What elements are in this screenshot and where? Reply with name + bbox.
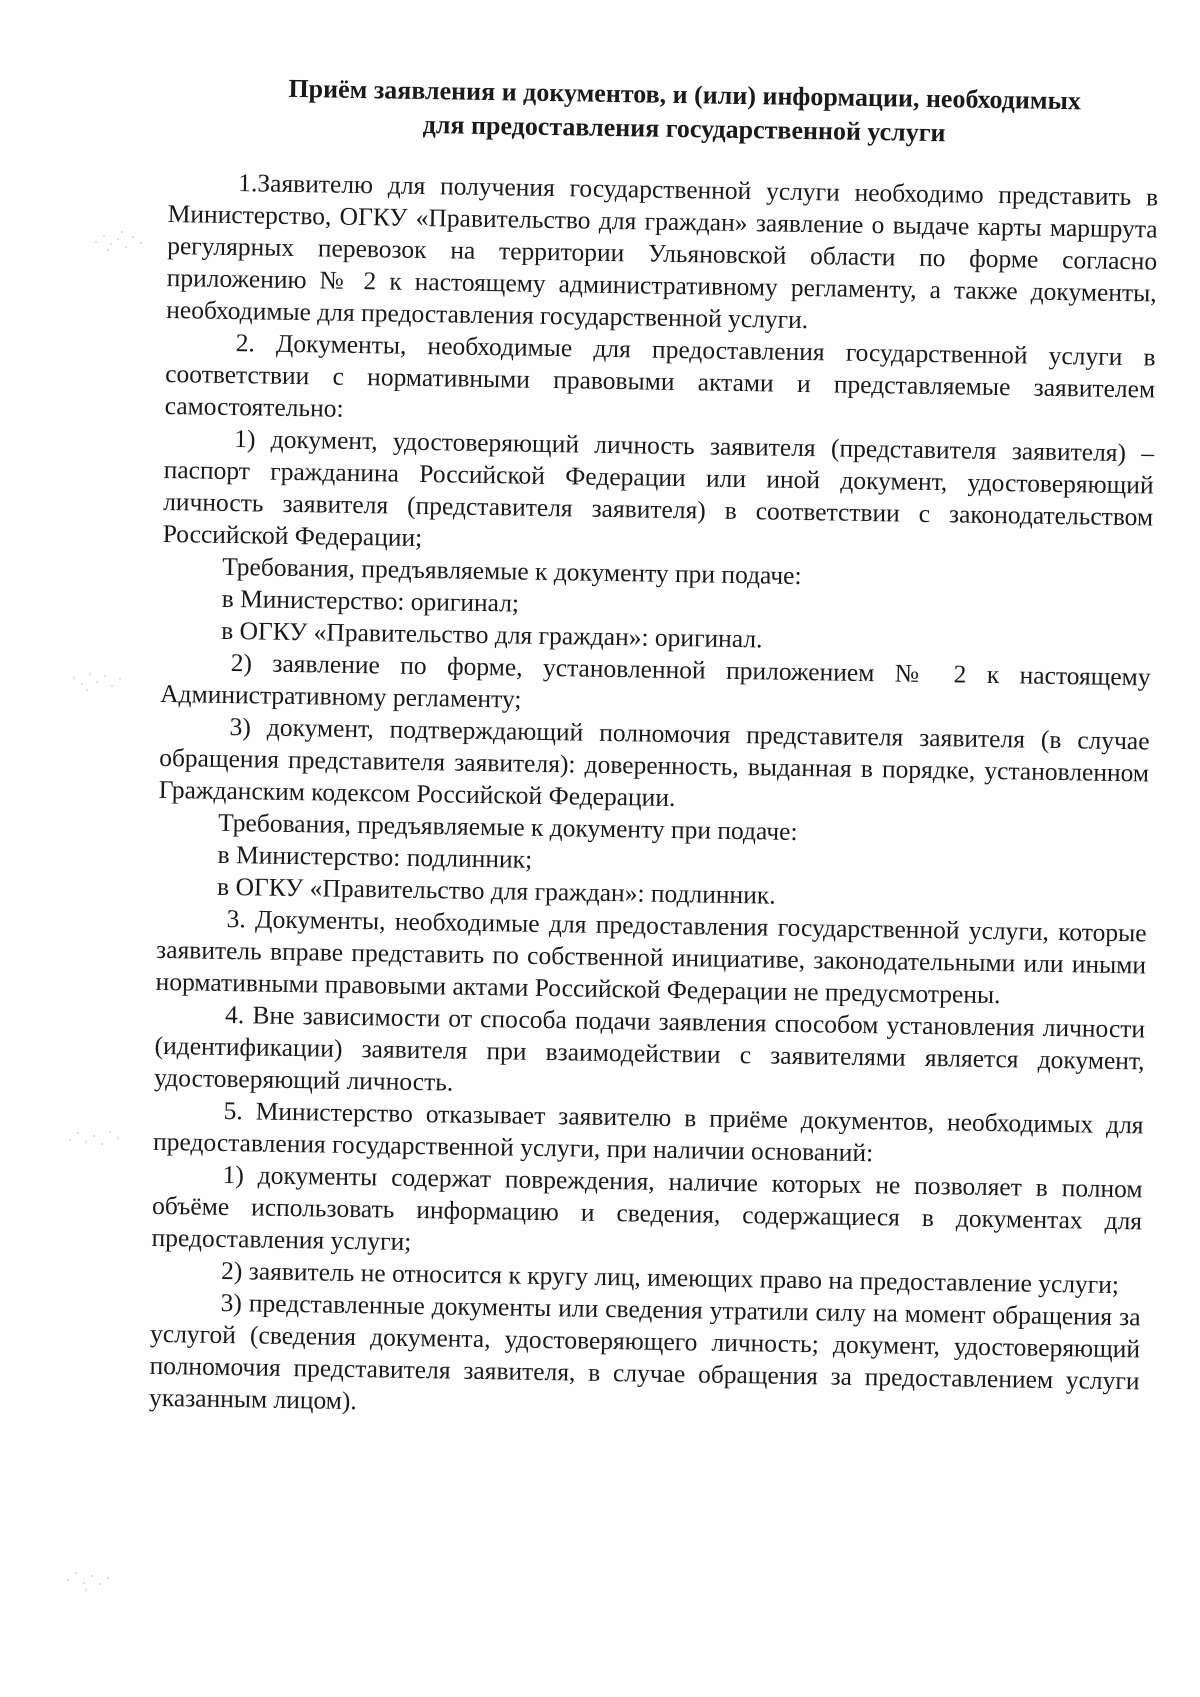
list-item-5-3: 3) представленные документы или сведения утратили силу на момент обращения за услугой (сведения документа, удостоверяющего личность; документ, удостоверяющий полномочия представителя заявителя, в случае обращения за предоставлением услуги указанным лицом).: [148, 1287, 1141, 1416]
list-item-2-3: 3) документ, подтверждающий полномочия представителя заявителя (в случае обращения представителя заявителя): доверенность, выданная в порядке, установленном Гражданским кодексом Российской Федерации.: [158, 712, 1150, 813]
list-item-2-2: 2) заявление по форме, установленной приложением № 2 к настоящему Административному регламенту;: [159, 648, 1151, 714]
scan-speck: [60, 1118, 130, 1158]
paragraph-2: 2. Документы, необходимые для предоставления государственной услуги в соответствии с нормативными правовыми актами и представляемые заявителем самостоятельно:: [164, 328, 1156, 423]
requirement-ogku: в ОГКУ «Правительство для граждан»: подлинник.: [216, 871, 776, 910]
requirement-ogku: в ОГКУ «Правительство для граждан»: оригинал.: [220, 615, 763, 654]
requirement-ministry: в Министерство: подлинник;: [217, 839, 533, 874]
requirement-ministry: в Министерство: оригинал;: [221, 583, 520, 618]
document-title: [169, 70, 1160, 154]
title-line-1: Приём заявления и документов, и (или) информации, необходимых: [288, 73, 1082, 116]
list-item-5-2: 2) заявитель не относится к кругу лиц, имеющих право на предоставление услуги;: [220, 1255, 1120, 1300]
paragraph-4: 4. Вне зависимости от способа подачи заявления способом установления личности (идентификации) заявителя при взаимодействии с заявителями является документ, удостоверяющий личность.: [153, 999, 1146, 1097]
requirements-heading: Требования, предъявляемые к документу при подаче:: [217, 807, 798, 846]
paragraph-1: 1.Заявителю для получения государственной услуги необходимо представить в Министерство, ОГКУ «Правительство для граждан» заявление о выдаче карты маршрута регулярных перевозок на территории Ульяновской области по форме согласно приложению № 2 к настоящему административному регламенту, а также документы, необходимые для предоставления государственной услуги.: [166, 168, 1159, 335]
scan-speck: [86, 222, 156, 262]
list-item-2-1: 1) документ, удостоверяющий личность заявителя (представителя заявителя) – паспорт гражданина Российской Федерации или иной документ, удостоверяющий личность заявителя (представителя заявителя) в соответствии с законодательством Российской Федерации;: [162, 424, 1155, 553]
paragraph-5: 5. Министерство отказывает заявителю в приёме документов, необходимых для предоставления государственной услуги, при наличии оснований:: [152, 1095, 1144, 1168]
list-item-5-1: 1) документы содержат повреждения, наличие которых не позволяет в полном объёме использовать информацию и сведения, содержащиеся в документах для предоставления услуги;: [151, 1159, 1143, 1256]
paragraph-3: 3. Документы, необходимые для предоставления государственной услуги, которые заявитель вправе представить по собственной инициативе, законодательными или иными нормативными правовыми актами Российской Федерации не предусмотрены.: [155, 903, 1147, 1010]
requirements-heading: Требования, предъявляемые к документу при подаче:: [221, 551, 802, 590]
document-body: [149, 70, 1160, 1429]
scan-speck: [56, 1560, 126, 1600]
scan-speck: [62, 660, 132, 700]
title-line-2: для предоставления государственной услуги: [422, 109, 946, 148]
